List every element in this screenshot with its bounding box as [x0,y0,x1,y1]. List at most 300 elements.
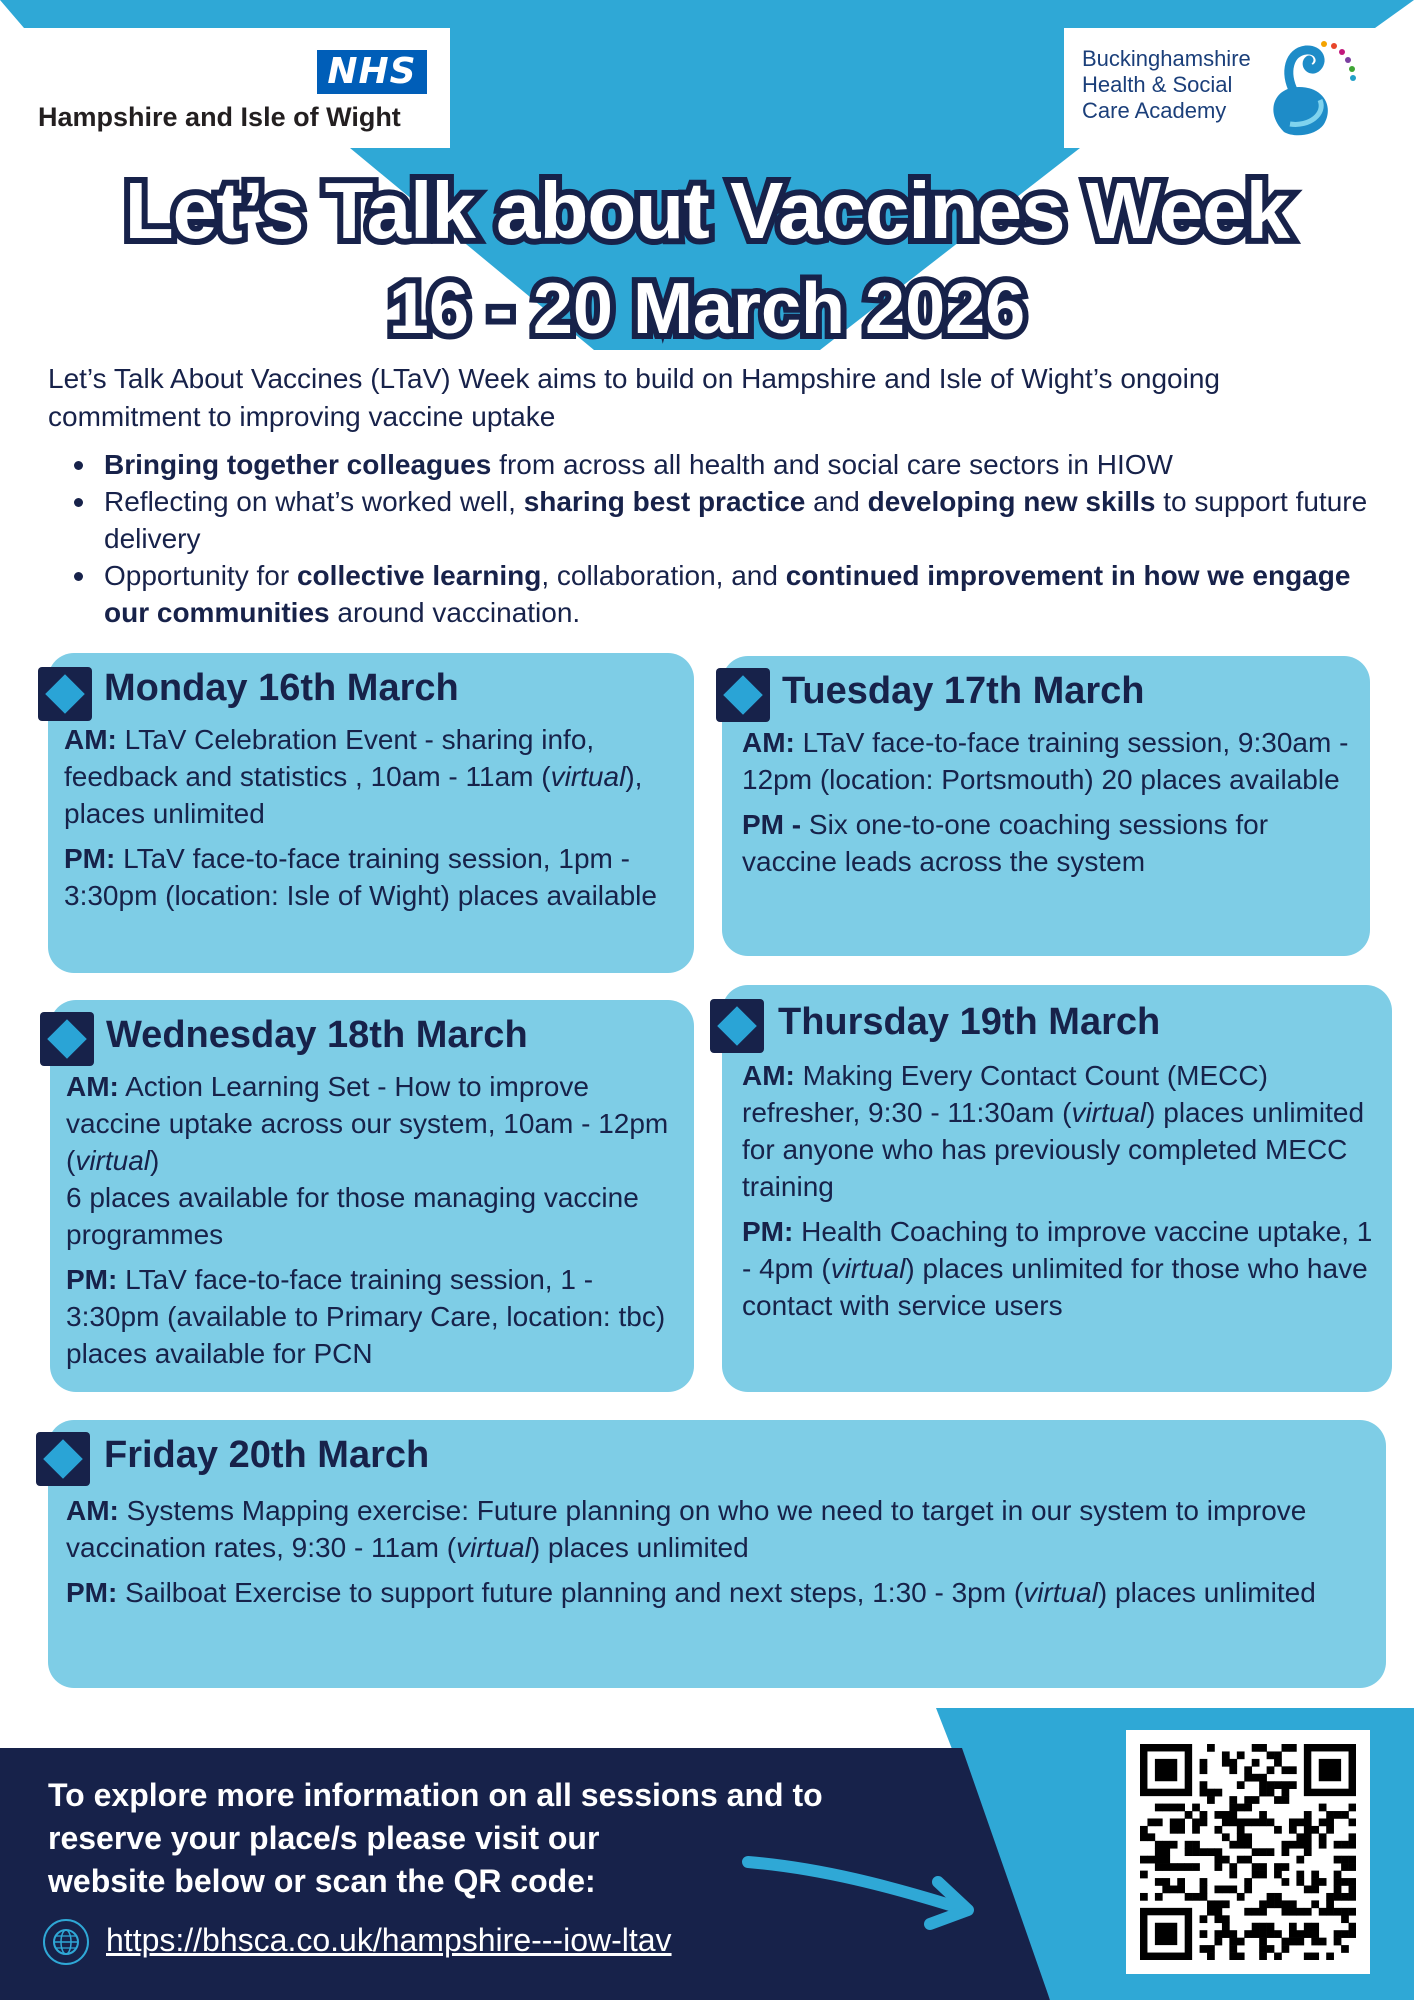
qr-module [1222,1759,1230,1767]
qr-module [1282,1900,1290,1908]
am-session [66,1492,1366,1566]
pm-session [64,840,684,914]
qr-module [1289,1781,1297,1789]
qr-module [1162,1848,1170,1856]
qr-module [1214,1826,1222,1834]
bullet-text: from across all health and social care sectors in HIOW [491,449,1173,480]
qr-module [1214,1938,1222,1946]
qr-module [1341,1930,1349,1938]
qr-module [1267,1766,1275,1774]
bhsca-logo [1064,28,1362,148]
qr-module [1326,1811,1334,1819]
day-body [66,1068,682,1380]
bullet-item [52,557,1382,631]
nhs-badge: NHS [317,50,427,94]
qr-module [1296,1818,1304,1826]
qr-module [1200,1930,1208,1938]
qr-module [1259,1938,1267,1946]
qr-module [1207,1789,1215,1797]
qr-module [1282,1796,1290,1804]
qr-module [1334,1886,1342,1894]
qr-module [1214,1915,1222,1923]
qr-module [1252,1759,1260,1767]
qr-module [1326,1893,1334,1901]
qr-module [1274,1781,1282,1789]
qr-module [1237,1833,1245,1841]
qr-module [1222,1751,1230,1759]
qr-module [1229,1938,1237,1946]
qr-module [1200,1759,1208,1767]
qr-module [1207,1953,1215,1960]
qr-module [1229,1766,1237,1774]
qr-module [1222,1923,1230,1931]
day-title: Wednesday 18th March [106,1014,528,1056]
pm-session [66,1574,1366,1611]
qr-finder-center [1155,1923,1177,1945]
qr-module [1237,1893,1245,1901]
qr-module [1334,1938,1342,1946]
qr-module [1162,1863,1170,1871]
qr-module [1289,1744,1297,1752]
am-label: AM: [742,1060,795,1091]
qr-module [1349,1818,1356,1826]
qr-module [1229,1804,1237,1812]
diamond-icon [716,668,770,722]
qr-module [1200,1818,1208,1826]
pm-session [66,1261,682,1372]
qr-module [1289,1930,1297,1938]
am-session-detail: 6 places available for those managing vaccine programmes [66,1182,639,1250]
qr-module [1326,1908,1334,1916]
qr-module [1289,1900,1297,1908]
qr-module [1192,1826,1200,1834]
qr-module [1252,1744,1260,1752]
website-link[interactable]: https://bhsca.co.uk/hampshire---iow-ltav [106,1922,672,1958]
session-italic: virtual [550,761,626,792]
session-text: LTaV face-to-face training session, 9:30am - 12pm (location: Portsmouth) 20 places available [742,727,1349,795]
qr-module [1214,1848,1222,1856]
qr-module [1259,1781,1267,1789]
qr-module [1334,1930,1342,1938]
qr-module [1267,1818,1275,1826]
qr-module [1304,1930,1312,1938]
qr-module [1341,1945,1349,1953]
qr-module [1147,1818,1155,1826]
qr-module [1282,1789,1290,1797]
qr-module [1192,1804,1200,1812]
am-label: AM: [64,724,117,755]
qr-module [1229,1953,1237,1960]
qr-module [1341,1841,1349,1849]
qr-module [1170,1818,1178,1826]
qr-module [1214,1789,1222,1797]
qr-module [1334,1811,1342,1819]
qr-module [1326,1818,1334,1826]
qr-module [1334,1841,1342,1849]
day-card-monday [48,653,694,973]
qr-module [1319,1908,1327,1916]
qr-module [1341,1863,1349,1871]
qr-module [1341,1856,1349,1864]
qr-module [1304,1818,1312,1826]
am-label: AM: [66,1495,119,1526]
qr-module [1177,1804,1185,1812]
bullet-item [52,446,1382,483]
qr-module [1222,1833,1230,1841]
qr-module [1267,1789,1275,1797]
qr-module [1244,1796,1252,1804]
am-session [64,721,684,832]
qr-module [1282,1863,1290,1871]
qr-module [1349,1878,1356,1886]
bullet-text: , collaboration, and [541,560,786,591]
am-session [742,1057,1382,1205]
qr-module [1289,1923,1297,1931]
pm-session [742,806,1362,880]
qr-module [1259,1945,1267,1953]
swan-logo-icon [1254,32,1360,142]
qr-module [1252,1796,1260,1804]
qr-module [1177,1818,1185,1826]
qr-module [1349,1833,1356,1841]
qr-module [1267,1945,1275,1953]
qr-module [1289,1841,1297,1849]
qr-module [1274,1871,1282,1879]
qr-module [1252,1818,1260,1826]
day-card-tuesday [722,656,1370,956]
qr-module [1207,1848,1215,1856]
bullet-bold: collective learning [296,560,542,591]
qr-module [1341,1878,1349,1886]
qr-module [1237,1856,1245,1864]
qr-module [1222,1930,1230,1938]
qr-module [1252,1774,1260,1782]
qr-module [1237,1953,1245,1960]
qr-module [1200,1781,1208,1789]
qr-module [1311,1930,1319,1938]
qr-module [1222,1886,1230,1894]
qr-module [1319,1878,1327,1886]
qr-module [1207,1900,1215,1908]
qr-module [1282,1878,1290,1886]
qr-module [1244,1774,1252,1782]
qr-module [1341,1915,1349,1923]
qr-module [1319,1938,1327,1946]
qr-module [1259,1811,1267,1819]
qr-module [1311,1878,1319,1886]
pm-session [742,1213,1382,1324]
qr-module [1274,1796,1282,1804]
arrow-icon [740,1848,980,1938]
qr-module [1237,1804,1245,1812]
qr-module [1296,1908,1304,1916]
session-text: Sailboat Exercise to support future planning and next steps, 1:30 - 3pm ( [117,1577,1024,1608]
qr-module [1177,1863,1185,1871]
qr-module [1214,1900,1222,1908]
qr-module [1319,1841,1327,1849]
qr-finder-center [1319,1759,1341,1781]
qr-module [1259,1744,1267,1752]
bullet-bold: Bringing together colleagues [104,449,492,480]
session-text: Action Learning Set - How to improve vaccine uptake across our system, 10am - 12pm ( [66,1071,669,1176]
bullet-bold: continued improvement in how we engage our communities [104,560,1351,628]
qr-module [1155,1856,1163,1864]
bullet-bold: sharing best practice [523,486,806,517]
qr-code-frame[interactable] [1126,1730,1370,1974]
qr-module [1229,1871,1237,1879]
day-title: Thursday 19th March [778,1001,1161,1043]
footer-line: To explore more information on all sessions and to [48,1777,823,1813]
qr-module [1319,1804,1327,1812]
qr-module [1289,1908,1297,1916]
qr-module [1170,1886,1178,1894]
pm-label: PM: [66,1577,118,1608]
session-text: LTaV face-to-face training session, 1 - 3:30pm (available to Primary Care, location: tbc) places available for PCN [66,1264,666,1369]
qr-module [1259,1953,1267,1960]
qr-module [1259,1930,1267,1938]
bullet-list [52,446,1382,631]
qr-module [1192,1848,1200,1856]
qr-module [1274,1930,1282,1938]
qr-module [1267,1781,1275,1789]
bhsca-line: Buckinghamshire [1082,46,1251,71]
qr-module [1319,1833,1327,1841]
qr-module [1214,1930,1222,1938]
qr-module [1304,1886,1312,1894]
qr-module [1237,1826,1245,1834]
qr-module [1244,1841,1252,1849]
qr-module [1155,1841,1163,1849]
qr-module [1334,1856,1342,1864]
qr-module [1162,1886,1170,1894]
qr-module [1237,1751,1245,1759]
qr-module [1155,1893,1163,1901]
qr-module [1304,1848,1312,1856]
qr-module [1282,1781,1290,1789]
am-label: AM: [742,727,795,758]
qr-module [1207,1796,1215,1804]
qr-module [1349,1923,1356,1931]
qr-module [1289,1826,1297,1834]
qr-module [1282,1766,1290,1774]
qr-module [1274,1953,1282,1960]
qr-module [1244,1886,1252,1894]
day-card-wednesday [50,1000,694,1392]
qr-module [1229,1863,1237,1871]
qr-module [1140,1826,1148,1834]
qr-module [1155,1878,1163,1886]
qr-module [1155,1848,1163,1856]
qr-module [1311,1953,1319,1960]
qr-module [1267,1930,1275,1938]
day-title: Friday 20th March [104,1434,430,1476]
qr-module [1200,1878,1208,1886]
qr-module [1296,1878,1304,1886]
qr-finder-center [1155,1759,1177,1781]
globe-icon [42,1918,90,1966]
bhsca-line: Care Academy [1082,98,1227,123]
qr-module [1252,1930,1260,1938]
diamond-icon [36,1432,90,1486]
qr-module [1200,1848,1208,1856]
qr-module [1311,1900,1319,1908]
qr-module [1229,1841,1237,1849]
qr-module [1214,1908,1222,1916]
qr-module [1304,1833,1312,1841]
diamond-icon [710,999,764,1053]
qr-module [1200,1893,1208,1901]
qr-module [1229,1930,1237,1938]
qr-module [1259,1908,1267,1916]
qr-module [1304,1826,1312,1834]
bullet-text: around vaccination. [329,597,581,628]
qr-module [1282,1848,1290,1856]
qr-module [1341,1811,1349,1819]
qr-module [1349,1841,1356,1849]
qr-module [1222,1856,1230,1864]
qr-module [1349,1930,1356,1938]
qr-module [1244,1833,1252,1841]
qr-module [1326,1826,1334,1834]
qr-module [1252,1848,1260,1856]
qr-module [1244,1818,1252,1826]
qr-module [1207,1744,1215,1752]
qr-module [1296,1841,1304,1849]
qr-module [1259,1923,1267,1931]
qr-module [1147,1833,1155,1841]
qr-module [1229,1811,1237,1819]
qr-module [1326,1900,1334,1908]
qr-module [1259,1818,1267,1826]
qr-module [1311,1826,1319,1834]
bullet-text: Opportunity for [104,560,297,591]
qr-module [1200,1766,1208,1774]
page-title: Let’s Talk about Vaccines Week [124,166,1290,255]
session-italic: virtual [1023,1577,1098,1608]
qr-module [1155,1804,1163,1812]
qr-module [1185,1841,1193,1849]
qr-module [1229,1945,1237,1953]
pm-label: PM: [66,1264,118,1295]
am-session [742,724,1362,798]
qr-module [1349,1804,1356,1812]
qr-module [1170,1841,1178,1849]
day-body [64,721,684,922]
qr-module [1252,1871,1260,1879]
qr-module [1244,1878,1252,1886]
session-text: LTaV face-to-face training session, 1pm - 3:30pm (location: Isle of Wight) places available [64,843,657,911]
qr-module [1222,1915,1230,1923]
qr-module [1349,1886,1356,1894]
qr-module [1244,1856,1252,1864]
session-text: ) places unlimited for anyone who has previously completed MECC training [742,1097,1365,1202]
day-body [742,724,1362,888]
event-dates: 16 - 20 March 2026 [388,269,1026,349]
qr-module [1274,1751,1282,1759]
qr-module [1296,1930,1304,1938]
pm-label: PM - [742,809,802,840]
footer-line: reserve your place/s please visit our [48,1820,600,1856]
qr-module [1252,1923,1260,1931]
bullet-item [52,483,1382,557]
day-title: Tuesday 17th March [782,670,1145,712]
session-text: Making Every Contact Count (MECC) refresher, 9:30 - 11:30am ( [742,1060,1268,1128]
qr-module [1214,1811,1222,1819]
qr-module [1259,1848,1267,1856]
qr-module [1147,1856,1155,1864]
qr-module [1267,1848,1275,1856]
day-body [742,1057,1382,1332]
qr-module [1229,1796,1237,1804]
day-card-thursday [722,985,1392,1392]
intro-text: Let’s Talk About Vaccines (LTaV) Week aims to build on Hampshire and Isle of Wight’s ongoing commitment to improving vaccine uptake [48,363,1220,432]
qr-module [1334,1908,1342,1916]
qr-module [1237,1938,1245,1946]
qr-module [1207,1945,1215,1953]
qr-module [1341,1893,1349,1901]
qr-module [1222,1811,1230,1819]
nhs-org-name: Hampshire and Isle of Wight [38,102,401,132]
qr-module [1192,1893,1200,1901]
qr-module [1140,1893,1148,1901]
session-text: ), places unlimited [64,761,643,829]
qr-module [1282,1938,1290,1946]
qr-module [1252,1908,1260,1916]
qr-module [1252,1863,1260,1871]
session-text: Six one-to-one coaching sessions for vaccine leads across the system [742,809,1269,877]
qr-module [1341,1908,1349,1916]
qr-module [1185,1863,1193,1871]
qr-module [1177,1886,1185,1894]
qr-module [1311,1923,1319,1931]
qr-module [1237,1841,1245,1849]
qr-module [1349,1856,1356,1864]
qr-module [1155,1818,1163,1826]
bullet-text: and [805,486,868,517]
qr-module [1244,1930,1252,1938]
pm-label: PM: [64,843,116,874]
diamond-icon [40,1012,94,1066]
session-italic: virtual [456,1532,531,1563]
qr-module [1229,1818,1237,1826]
bullet-bold: developing new skills [867,486,1156,517]
qr-module [1296,1833,1304,1841]
qr-module [1282,1841,1290,1849]
qr-module [1304,1953,1312,1960]
qr-module [1214,1886,1222,1894]
nhs-logo [24,28,446,148]
qr-module [1296,1938,1304,1946]
day-title: Monday 16th March [104,667,459,709]
qr-module [1192,1863,1200,1871]
am-label: AM: [66,1071,119,1102]
qr-code[interactable] [1140,1744,1356,1960]
pm-label: PM: [742,1216,794,1247]
qr-module [1140,1871,1148,1879]
qr-module [1349,1908,1356,1916]
session-text: Systems Mapping exercise: Future planning on who we need to target in our system to improve vaccination rates, 9:30 - 11am ( [66,1495,1307,1563]
qr-module [1311,1938,1319,1946]
qr-module [1162,1841,1170,1849]
qr-module [1274,1759,1282,1767]
qr-module [1282,1945,1290,1953]
qr-module [1282,1908,1290,1916]
qr-module [1304,1841,1312,1849]
qr-module [1192,1841,1200,1849]
qr-module [1200,1945,1208,1953]
qr-module [1170,1863,1178,1871]
qr-module [1289,1766,1297,1774]
